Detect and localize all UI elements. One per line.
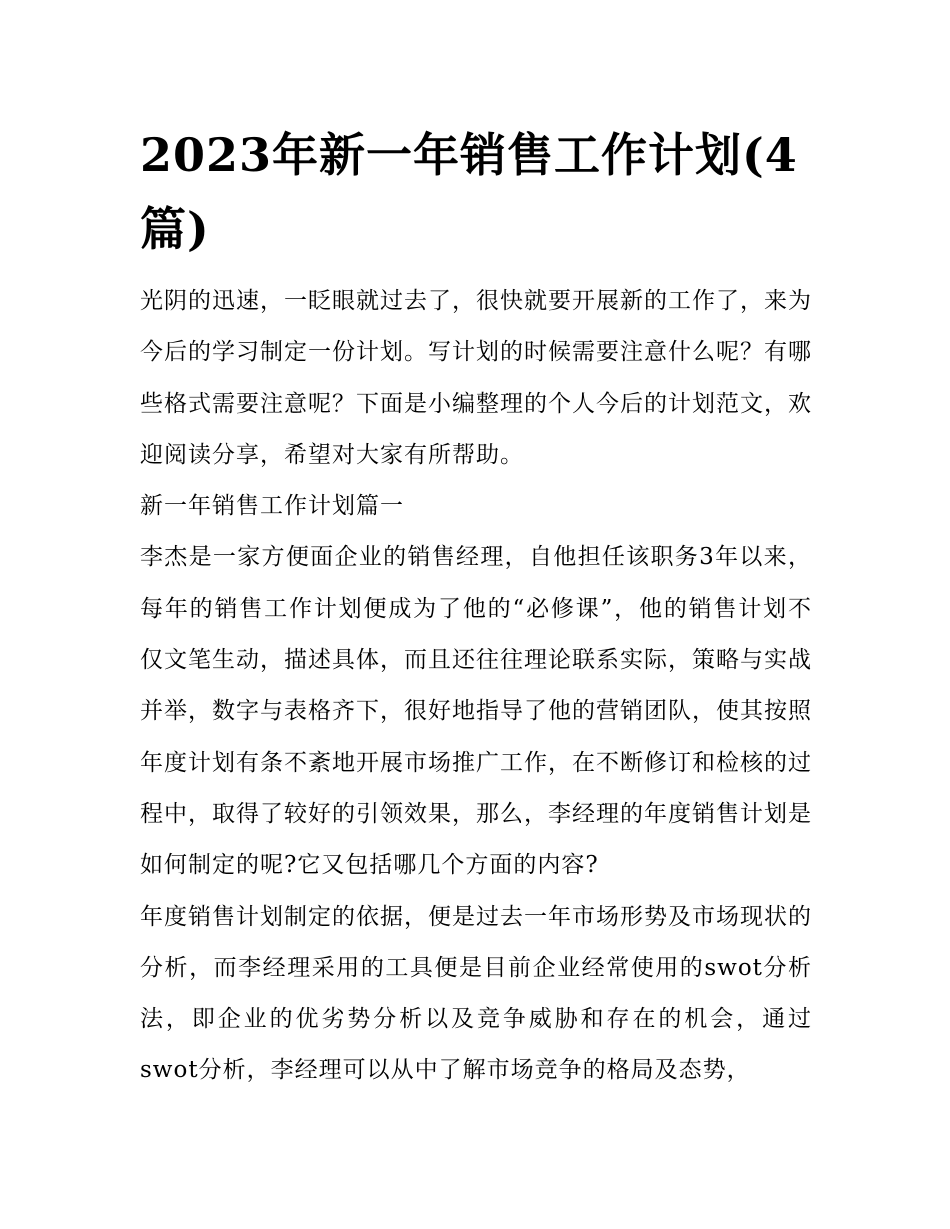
intro-paragraph: 光阴的迅速，一眨眼就过去了，很快就要开展新的工作了，来为今后的学习制定一份计划。写计划的时候需要注意什么呢？有哪些格式需要注意呢？下面是小编整理的个人今后的计划范文，欢迎阅读分享，希望对大家有所帮助。 — [140, 288, 812, 468]
body-paragraph: 李杰是一家方便面企业的销售经理，自他担任该职务3年以来，每年的销售工作计划便成为了他的“必修课”，他的销售计划不仅文笔生动，描述具体，而且还往往理论联系实际，策略与实战并举，数字与表格齐下，很好地指导了他的营销团队，使其按照年度计划有条不紊地开展市场推广工作，在不断修订和检核的过程中，取得了较好的引领效果，那么，李经理的年度销售计划是如何制定的呢?它又包括哪几个方面的内容? — [140, 544, 812, 879]
page-title: 2023年新一年销售工作计划(4篇) — [140, 128, 798, 256]
section-heading: 新一年销售工作计划篇一 — [140, 493, 404, 520]
document-body — [140, 276, 812, 1097]
body-paragraph: 年度销售计划制定的依据，便是过去一年市场形势及市场现状的分析，而李经理采用的工具便是目前企业经常使用的swot分析法，即企业的优劣势分析以及竞争威胁和存在的机会，通过swot分析，李经理可以从中了解市场竞争的格局及态势， — [140, 903, 812, 1084]
